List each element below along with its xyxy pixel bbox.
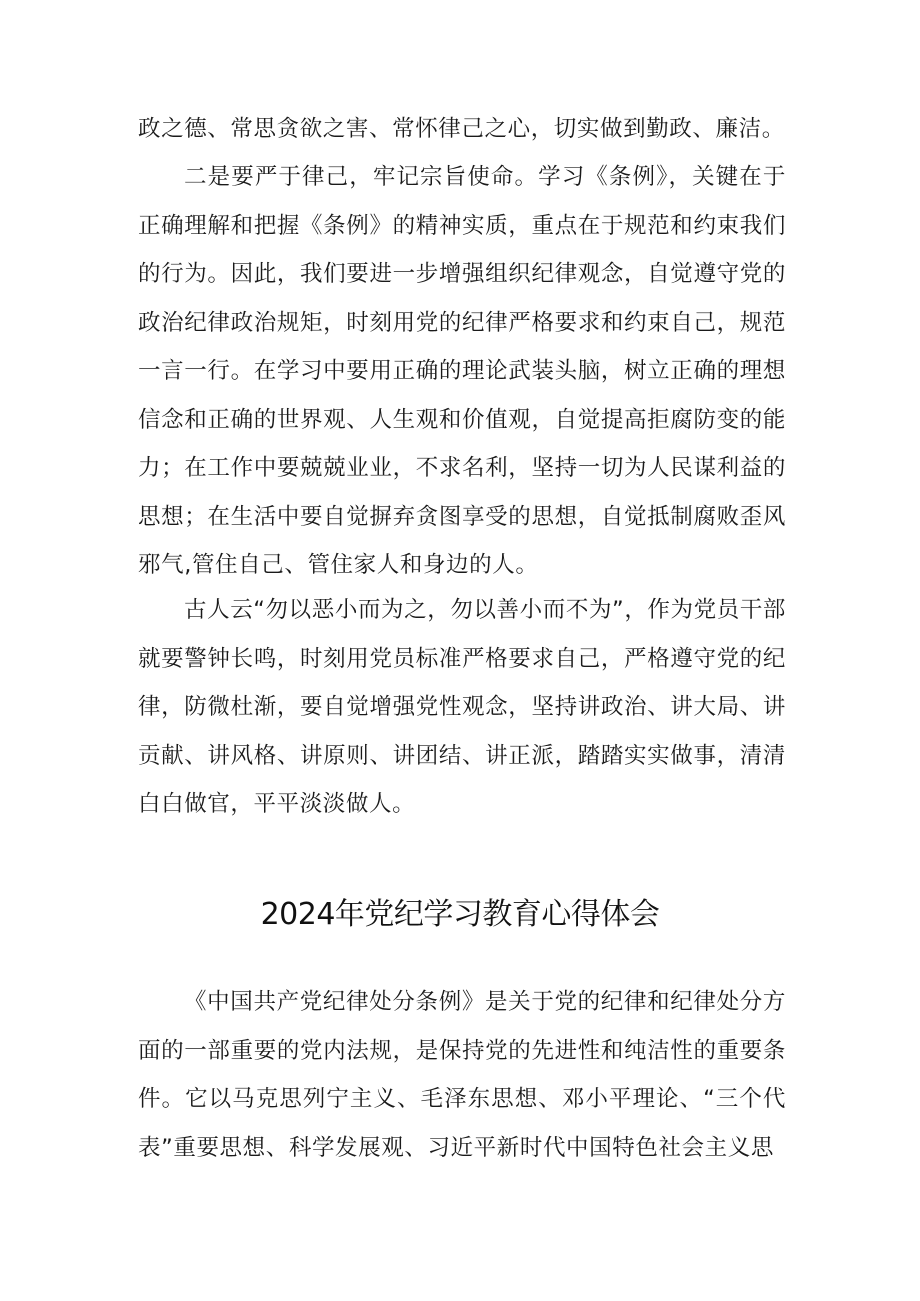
paragraph-regulations-intro: 《中国共产党纪律处分条例》是关于党的纪律和纪律处分方面的一部重要的党内法规，是保持党的先进性和纯洁性的重要条件。它以马克思列宁主义、毛泽东思想、邓小平理论、“三个代表”重要思想、科学发展观、习近平新时代中国特色社会主义思 [138, 989, 786, 1161]
continued-paragraph: 政之德、常思贪欲之害、常怀律己之心，切实做到勤政、廉洁。 [138, 116, 785, 142]
paragraph-strict-self-discipline: 二是要严于律己，牢记宗旨使命。学习《条例》，关键在于正确理解和把握《条例》的精神实质，重点在于规范和约束我们的行为。因此，我们要进一步增强组织纪律观念，自觉遵守党的政治纪律政治规矩，时刻用党的纪律严格要求和约束自己，规范一言一行。在学习中要用正确的理论武装头脑，树立正确的理想信念和正确的世界观、人生观和价值观，自觉提高拒腐防变的能力；在工作中要兢兢业业，不求名利，坚持一切为人民谋利益的思想；在生活中要自觉摒弃贪图享受的思想，自觉抵制腐败歪风邪气,管住自己、管住家人和身边的人。 [138, 164, 786, 578]
section-title: 2024年党纪学习教育心得体会 [260, 897, 660, 932]
paragraph-ancient-saying: 古人云“勿以恶小而为之，勿以善小而不为”，作为党员干部就要警钟长鸣，时刻用党员标准严格要求自己，严格遵守党的纪律，防微杜渐，要自觉增强党性观念，坚持讲政治、讲大局、讲贡献、讲风格、讲原则、讲团结、讲正派，踏踏实实做事，清清白白做官，平平淡淡做人。 [138, 597, 787, 817]
